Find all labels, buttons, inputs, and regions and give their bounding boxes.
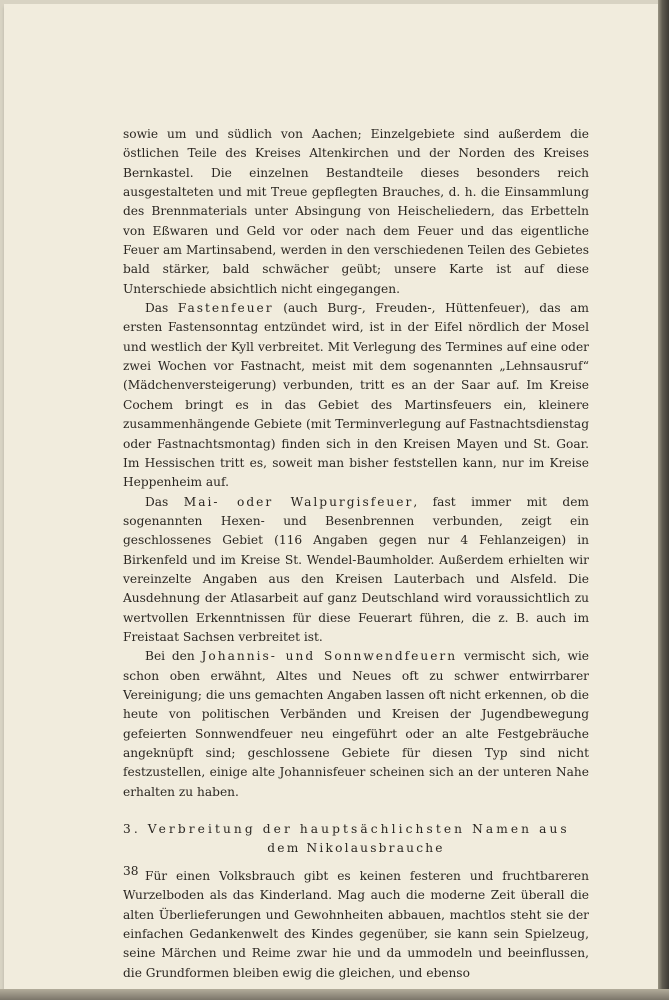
- section-heading: [123, 820, 589, 858]
- section-heading-line-2: dem Nikolausbrauche: [267, 841, 445, 856]
- paragraph-4: [123, 647, 589, 802]
- book-edge-right: [658, 0, 669, 1000]
- paragraph-1: sowie um und südlich von Aachen; Einzelgebiete sind außerdem die östlichen Teile des Kreises Altenkirchen und der Norden des Kreises Bernkastel. Die einzelnen Bestandteile dieses besonders reich ausgestalteten und mit Treue gepflegten Brauches, d. h. die Einsammlung des Brennmaterials unter Absingung von Heischeliedern, das Erbetteln von Eßwaren und Geld vor oder nach dem Feuer und das eigentliche Feuer am Martinsabend, werden in den verschiedenen Teilen des Gebietes bald stärker, bald schwächer geübt; unsere Karte ist auf diese Unterschiede absichtlich nicht eingegangen.: [123, 127, 589, 296]
- paragraph-2-lead: Das: [145, 301, 178, 316]
- paragraph-5: Für einen Volksbrauch gibt es keinen festeren und fruchtbareren Wurzelboden als das Kinderland. Mag auch die moderne Zeit überall die alten Überlieferungen und Gewohnheiten abbauen, machtlos steht sie der einfachen Gedankenwelt des Kindes gegenüber, sie kann sein Spielzeug, seine Märchen und Reime zwar hie und da ummodeln und beeinflussen, die Grundformen bleiben ewig die gleichen, und ebenso: [123, 869, 589, 980]
- paragraph-2: [123, 299, 589, 492]
- paragraph-2-rest: (auch Burg-, Freuden-, Hüttenfeuer), das am ersten Fastensonntag entzündet wird, ist in der Eifel nördlich der Mosel und westlich der Kyll verbreitet. Mit Verlegung des Termines auf eine oder zwei Wochen vor Fastnacht, meist mit dem sogenannten „Lehnsausruf“ (Mädchenversteigerung) verbunden, tritt es an der Saar auf. Im Kreise Cochem bringt es in das Gebiet des Martinsfeuers ein, kleinere zusammenhängende Gebiete (mit Terminverlegung auf Fastnachtsdienstag oder Fastnachtsmontag) finden sich in den Kreisen Mayen und St. Goar. Im Hessischen tritt es, soweit man bisher feststellen kann, nur im Kreise Heppenheim auf.: [123, 301, 589, 490]
- paragraph-3-lead: Das: [145, 494, 184, 509]
- paragraph-3-rest: , fast immer mit dem sogenannten Hexen- und Besenbrennen verbunden, zeigt ein geschlossenes Gebiet (116 Angaben gegen nur 4 Fehlanzeigen) in Birkenfeld und im Kreise St. Wendel-Baumholder. Außerdem erhielten wir vereinzelte Angaben aus den Kreisen Lauterbach und Alsfeld. Die Ausdehnung der Atlasarbeit auf ganz Deutschland wird voraussichtlich zu wertvollen Erkenntnissen für diese Feuerart führen, die z. B. auch im Freistaat Sachsen verbreitet ist.: [123, 494, 589, 644]
- paragraph-4-rest: vermischt sich, wie schon oben erwähnt, Altes und Neues oft zu schwer entwirrbarer Vereinigung; die uns gemachten Angaben lassen oft nicht erkennen, ob die heute von politischen Verbänden und Kreisen der Jugendbewegung gefeierten Sonnwendfeuer neu eingeführt oder an alte Festgebräuche angeknüpft sind; geschlossene Gebiete für diesen Typ sind nicht festzustellen, einige alte Johannisfeuer scheinen sich an der unteren Nahe erhalten zu haben.: [123, 649, 589, 799]
- paragraph-4-lead: Bei den: [145, 649, 202, 664]
- book-page: [4, 4, 658, 989]
- page-number: 38: [123, 864, 139, 878]
- term-johannisfeuer: Johannis- und Sonnwendfeuern: [201, 649, 458, 664]
- book-edge-bottom: [0, 989, 669, 1000]
- paragraph-3: [123, 493, 589, 648]
- body-text: [123, 125, 589, 983]
- term-fastenfeuer: Fastenfeuer: [177, 301, 274, 316]
- section-heading-line-1: 3. Verbreitung der hauptsächlichsten Namen aus: [123, 822, 570, 837]
- term-maifeuer: Mai- oder Walpurgisfeuer: [183, 494, 414, 509]
